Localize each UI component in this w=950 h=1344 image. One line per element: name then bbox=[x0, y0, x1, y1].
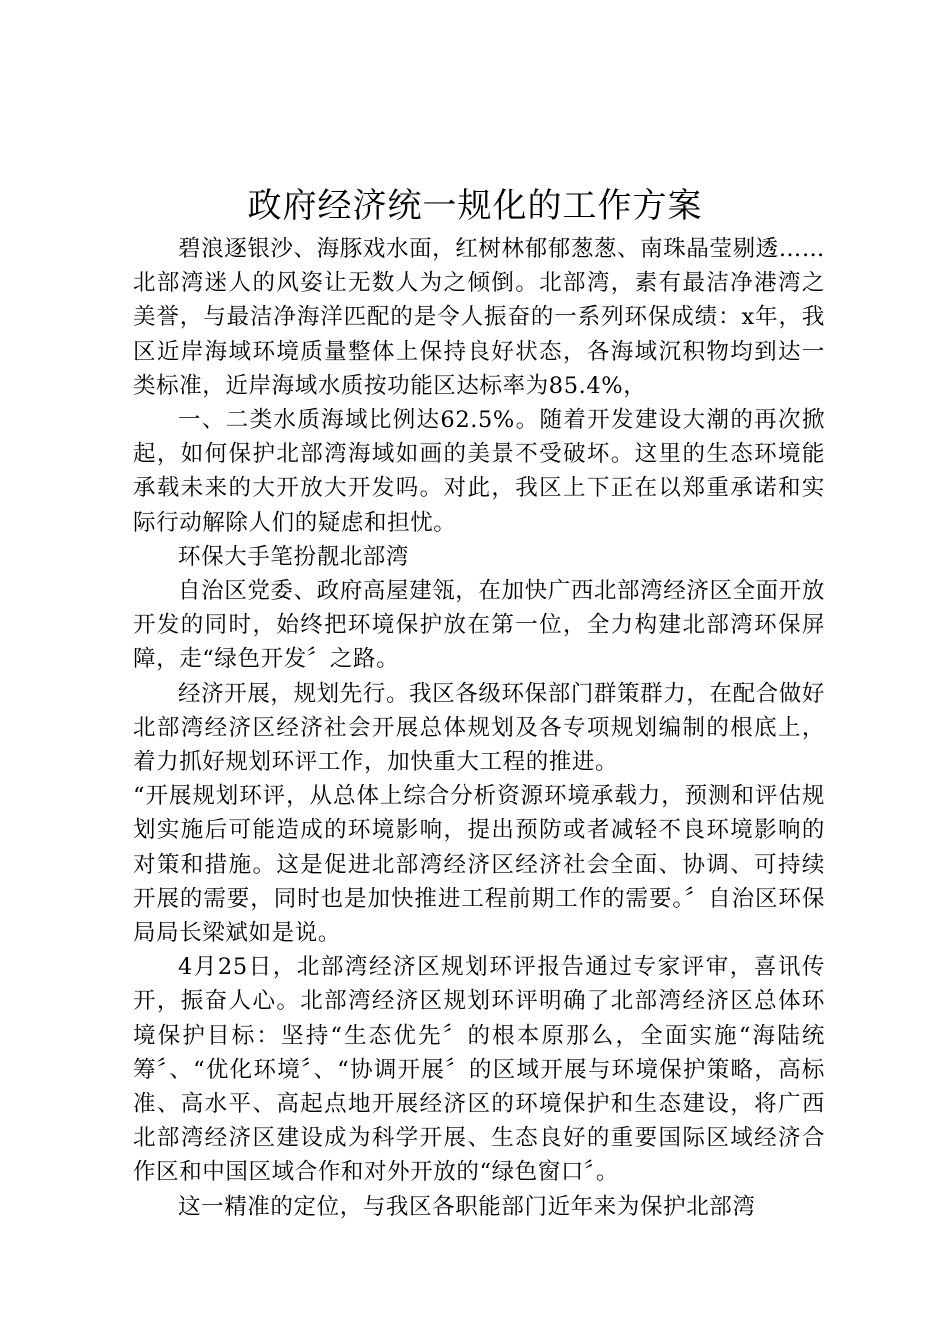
paragraph-1: 碧浪逐银沙、海豚戏水面，红树林郁郁葱葱、南珠晶莹剔透……北部湾迷人的风姿让无数人为之倾倒。北部湾，素有最洁净港湾之美誉，与最洁净海洋匹配的是令人振奋的一系列环保成绩：x年，我区近岸海域环境质量整体上保持良好状态，各海域沉积物均到达一类标准，近岸海域水质按功能区达标率为85.4%， bbox=[133, 236, 825, 399]
document-body bbox=[133, 232, 825, 1224]
paragraph-3-subheading: 环保大手笔扮靓北部湾 bbox=[178, 543, 410, 570]
paragraph-7: 4月25日，北部湾经济区规划环评报告通过专家评审，喜讯传开，振奋人心。北部湾经济区规划环评明确了北部湾经济区总体环境保护目标：坚持“生态优先〞的根本原那么，全面实施“海陆统筹〞、“优化环境〞、“协调开展〞的区域开展与环境保护策略，高标准、高水平、高起点地开展经济区的环境保护和生态建设，将广西北部湾经济区建设成为科学开展、生态良好的重要国际区域经济合作区和中国区域合作和对外开放的“绿色窗口〞。 bbox=[133, 954, 825, 1186]
paragraph-6-quote: “开展规划环评，从总体上综合分析资源环境承载力，预测和评估规划实施后可能造成的环境影响，提出预防或者减轻不良环境影响的对策和措施。这是促进北部湾经济区经济社会全面、协调、可持续开展的需要，同时也是加快推进工程前期工作的需要。〞自治区环保局局长梁斌如是说。 bbox=[133, 783, 825, 947]
document-title: 政府经济统一规化的工作方案 bbox=[247, 186, 703, 226]
paragraph-5: 经济开展，规划先行。我区各级环保部门群策群力，在配合做好北部湾经济区经济社会开展总体规划及各专项规划编制的根底上，着力抓好规划环评工作，加快重大工程的推进。 bbox=[133, 680, 825, 776]
paragraph-8: 这一精准的定位，与我区各职能部门近年来为保护北部湾 bbox=[178, 1193, 756, 1220]
paragraph-4: 自治区党委、政府高屋建瓴，在加快广西北部湾经济区全面开放开发的同时，始终把环境保护放在第一位，全力构建北部湾环保屏障，走“绿色开发〞之路。 bbox=[133, 578, 825, 673]
paragraph-2: 一、二类水质海域比例达62.5%。随着开发建设大潮的再次掀起，如何保护北部湾海域如画的美景不受破坏。这里的生态环境能承载未来的大开放大开发吗。对此，我区上下正在以郑重承诺和实际行动解除人们的疑虑和担忧。 bbox=[133, 407, 825, 536]
